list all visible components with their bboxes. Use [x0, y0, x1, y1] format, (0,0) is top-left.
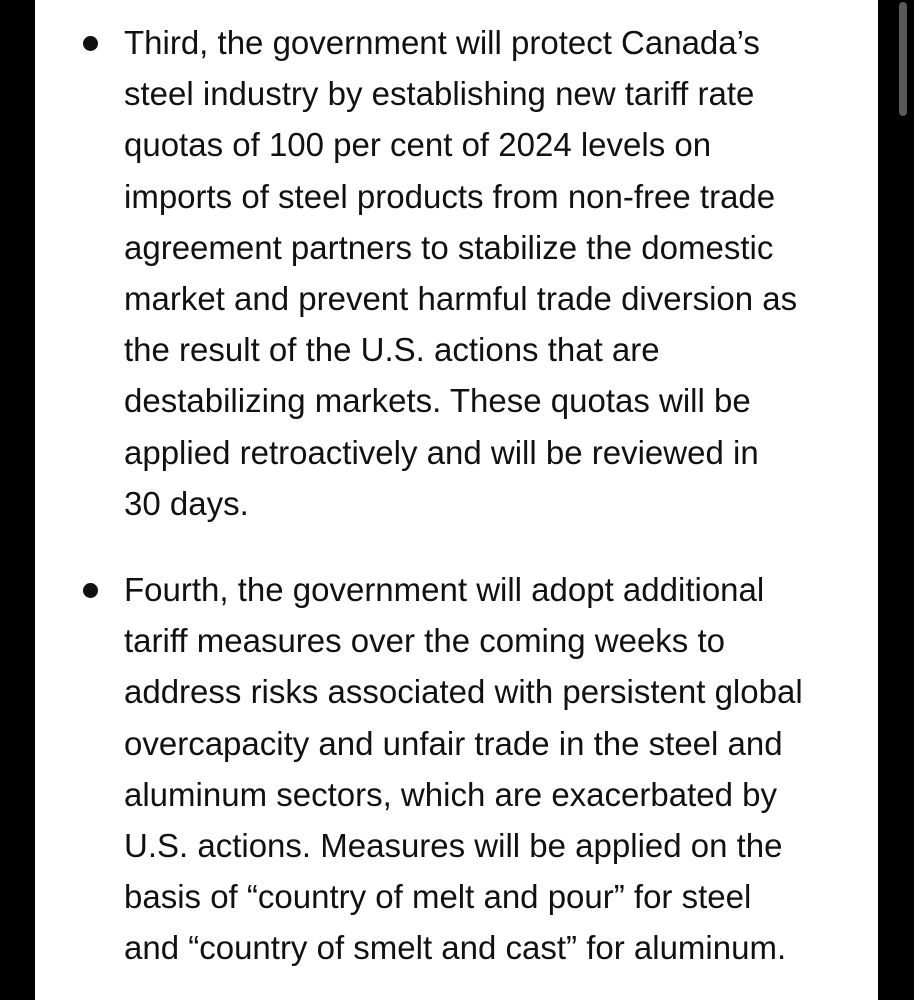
bullet-dot-icon: [83, 583, 98, 598]
text-line: 30 days.: [124, 484, 249, 522]
text-line: aluminum sectors, which are exacerbated by: [124, 775, 777, 813]
text-line: Fourth, the government will adopt additional: [124, 571, 765, 608]
text-line: the result of the U.S. actions that are: [124, 331, 660, 369]
text-line: tariff measures over the coming weeks to: [124, 622, 725, 660]
bullet-dot-icon: [83, 36, 98, 51]
text-line: applied retroactively and will be reviewed in: [124, 433, 759, 471]
text-line: agreement partners to stabilize the domestic: [124, 228, 774, 266]
text-line: and “country of smelt and cast” for aluminum.: [124, 929, 787, 967]
text-line: overcapacity and unfair trade in the steel and: [124, 724, 783, 762]
scrollbar-thumb[interactable]: [899, 2, 907, 116]
bullet-item-third: [124, 17, 874, 529]
scrollbar-track[interactable]: [878, 0, 914, 1000]
text-line: Third, the government will protect Canada’s: [124, 24, 760, 61]
text-line: quotas of 100 per cent of 2024 levels on: [124, 126, 712, 164]
text-line: imports of steel products from non-free trade: [124, 177, 776, 215]
bullet-item-fourth: [124, 564, 874, 974]
text-line: basis of “country of melt and pour” for steel: [124, 878, 752, 916]
text-line: destabilizing markets. These quotas will be: [124, 382, 751, 420]
text-line: market and prevent harmful trade diversion as: [124, 280, 798, 318]
text-line: U.S. actions. Measures will be applied on the: [124, 827, 783, 865]
text-line: steel industry by establishing new tariff rate: [124, 75, 755, 113]
text-line: address risks associated with persistent global: [124, 673, 803, 711]
